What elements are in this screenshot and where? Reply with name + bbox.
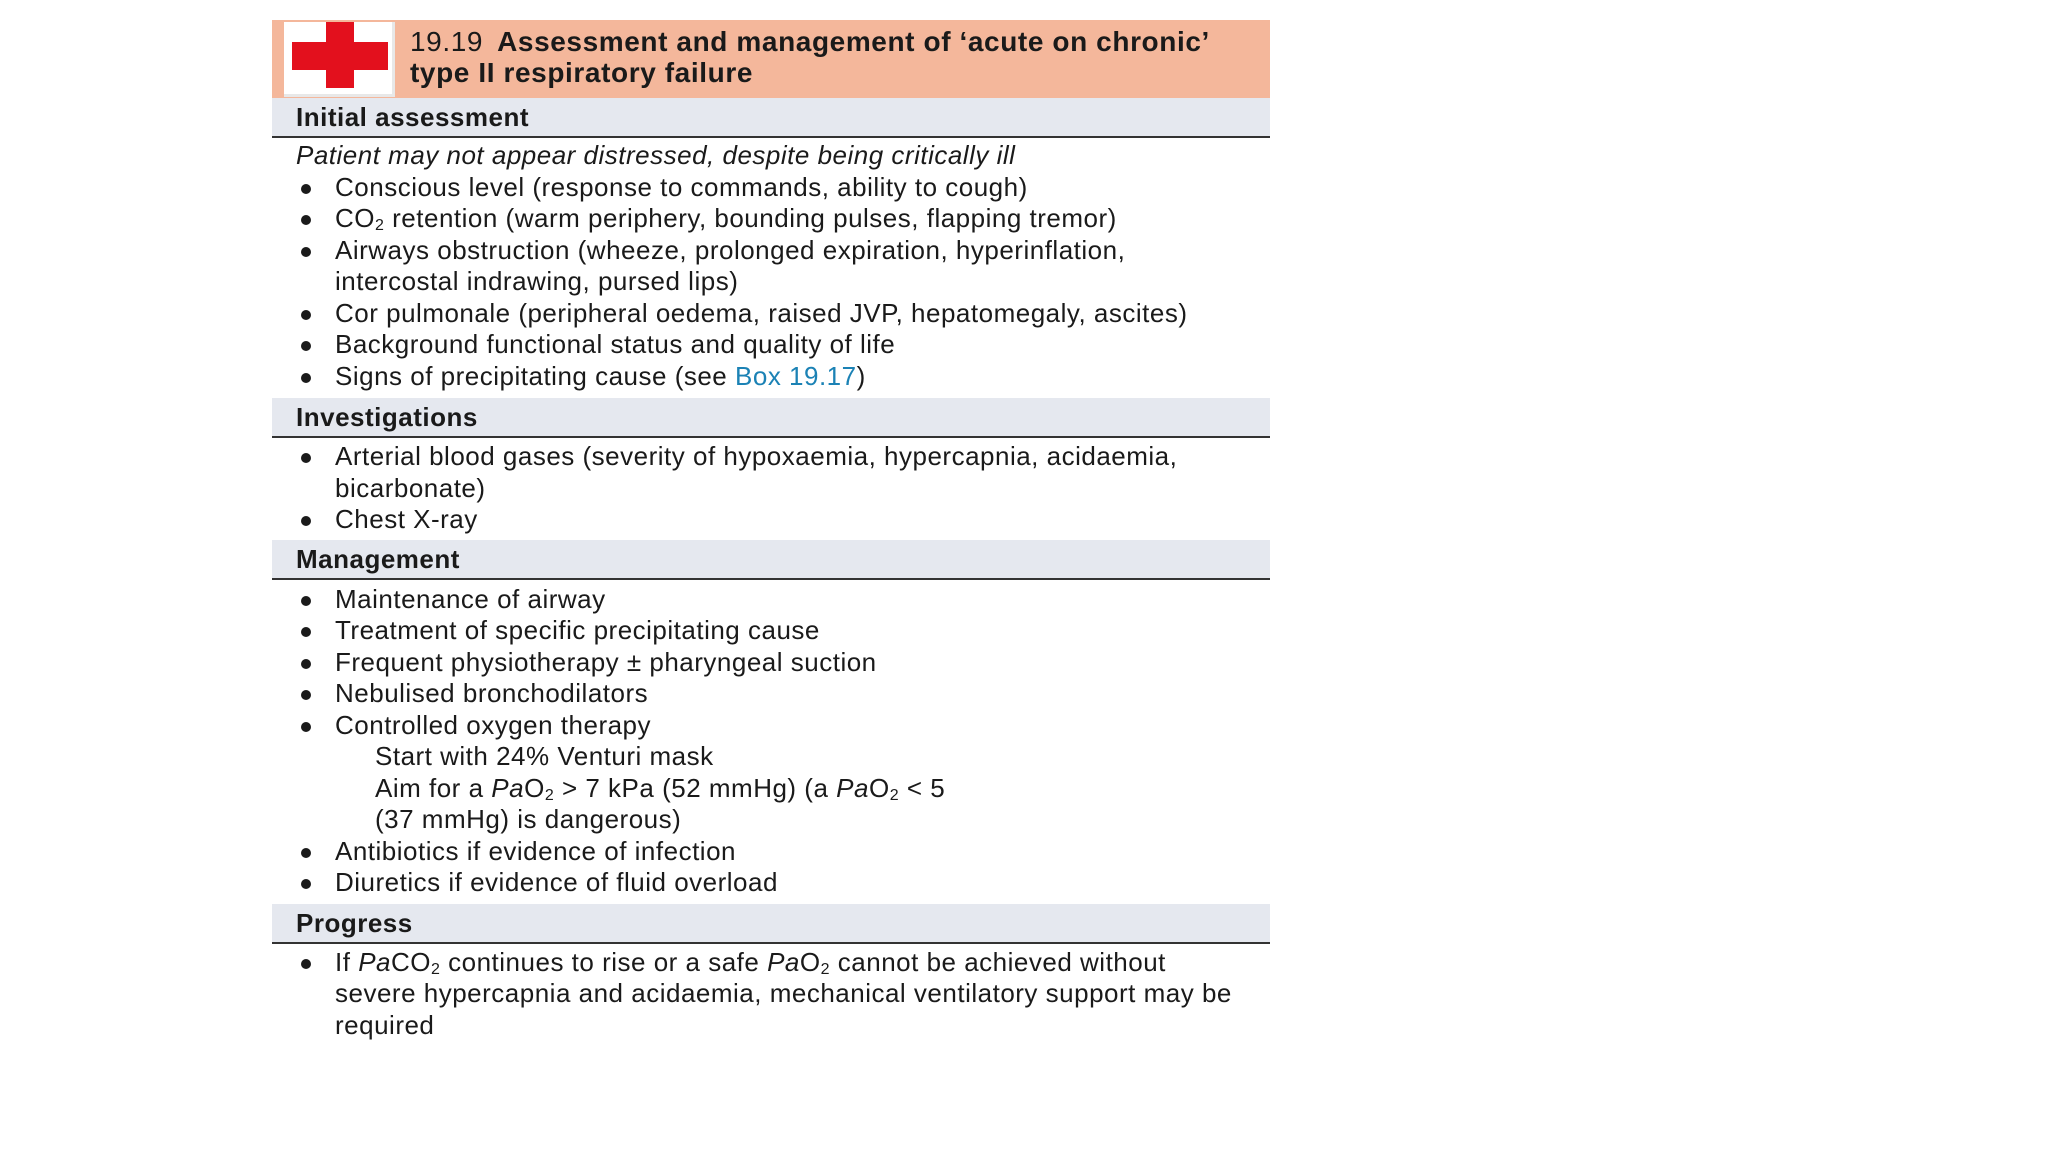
section-intro: Patient may not appear distressed, despite being critically ill [296, 140, 1016, 170]
list-item: Diuretics if evidence of fluid overload [296, 867, 1250, 899]
box-title-text: Assessment and management of ‘acute on chronic’ type II respiratory failure [410, 26, 1209, 88]
section-heading: Management [272, 540, 1270, 580]
section-progress [272, 904, 1270, 1048]
section-investigations [272, 398, 1270, 540]
list-item: Arterial blood gases (severity of hypoxaemia, hypercapnia, acidaemia, bicarbonate) [296, 441, 1250, 504]
section-management [272, 540, 1270, 904]
section-heading: Investigations [272, 398, 1270, 438]
list-item: Cor pulmonale (peripheral oedema, raised JVP, hepatomegaly, ascites) [296, 298, 1250, 330]
section-body [272, 580, 1270, 904]
oxygen-sub-item: (37 mmHg) is dangerous) [375, 804, 682, 834]
list-item: Controlled oxygen therapy Start with 24% Venturi mask Aim for a PaO$_2$ > 7 kPa (52 mmHg) (a PaO$_2$ < 5 (37 mmHg) is dangerous) [296, 710, 1250, 836]
box-title-bar [272, 20, 1270, 98]
oxygen-sub-item: Aim for a PaO$_2$ > 7 kPa (52 mmHg) (a PaO$_2$ < 5 [375, 772, 946, 804]
bullet-list [296, 441, 1250, 536]
info-box [272, 20, 1270, 1047]
red-cross-icon [284, 22, 395, 97]
box-title [410, 26, 1254, 88]
list-item: Chest X-ray [296, 504, 1250, 536]
list-item: Conscious level (response to commands, ability to cough) [296, 172, 1250, 204]
list-item: Background functional status and quality of life [296, 329, 1250, 361]
list-item: Nebulised bronchodilators [296, 678, 1250, 710]
section-body [272, 138, 1270, 398]
list-item: Frequent physiotherapy ± pharyngeal suction [296, 647, 1250, 679]
list-item: Maintenance of airway [296, 584, 1250, 616]
list-item: $CO_2$ retention (warm periphery, bounding pulses, flapping tremor) [296, 203, 1250, 235]
list-item: If PaCO$_2$ continues to rise or a safe PaO$_2$ cannot be achieved without severe hypercapnia and acidaemia, mechanical ventilatory support may be required [296, 947, 1250, 1042]
section-heading: Initial assessment [272, 98, 1270, 138]
bullet-list [296, 172, 1250, 393]
bullet-list [296, 947, 1250, 1042]
section-body [272, 944, 1270, 1048]
section-heading: Progress [272, 904, 1270, 944]
box-number: 19.19 [410, 26, 484, 57]
list-item: Antibiotics if evidence of infection [296, 836, 1250, 868]
bullet-list [296, 584, 1250, 899]
oxygen-sub-item: Start with 24% Venturi mask [375, 741, 714, 771]
list-item: Airways obstruction (wheeze, prolonged expiration, hyperinflation, intercostal indrawing, pursed lips) [296, 235, 1250, 298]
section-initial-assessment [272, 98, 1270, 398]
list-item: Signs of precipitating cause (see Box 19.17) [296, 361, 1250, 393]
box-reference-link[interactable]: Box 19.17 [735, 360, 857, 391]
list-item: Treatment of specific precipitating cause [296, 615, 1250, 647]
section-body [272, 438, 1270, 540]
co2-label: $CO_2$ [335, 203, 385, 234]
